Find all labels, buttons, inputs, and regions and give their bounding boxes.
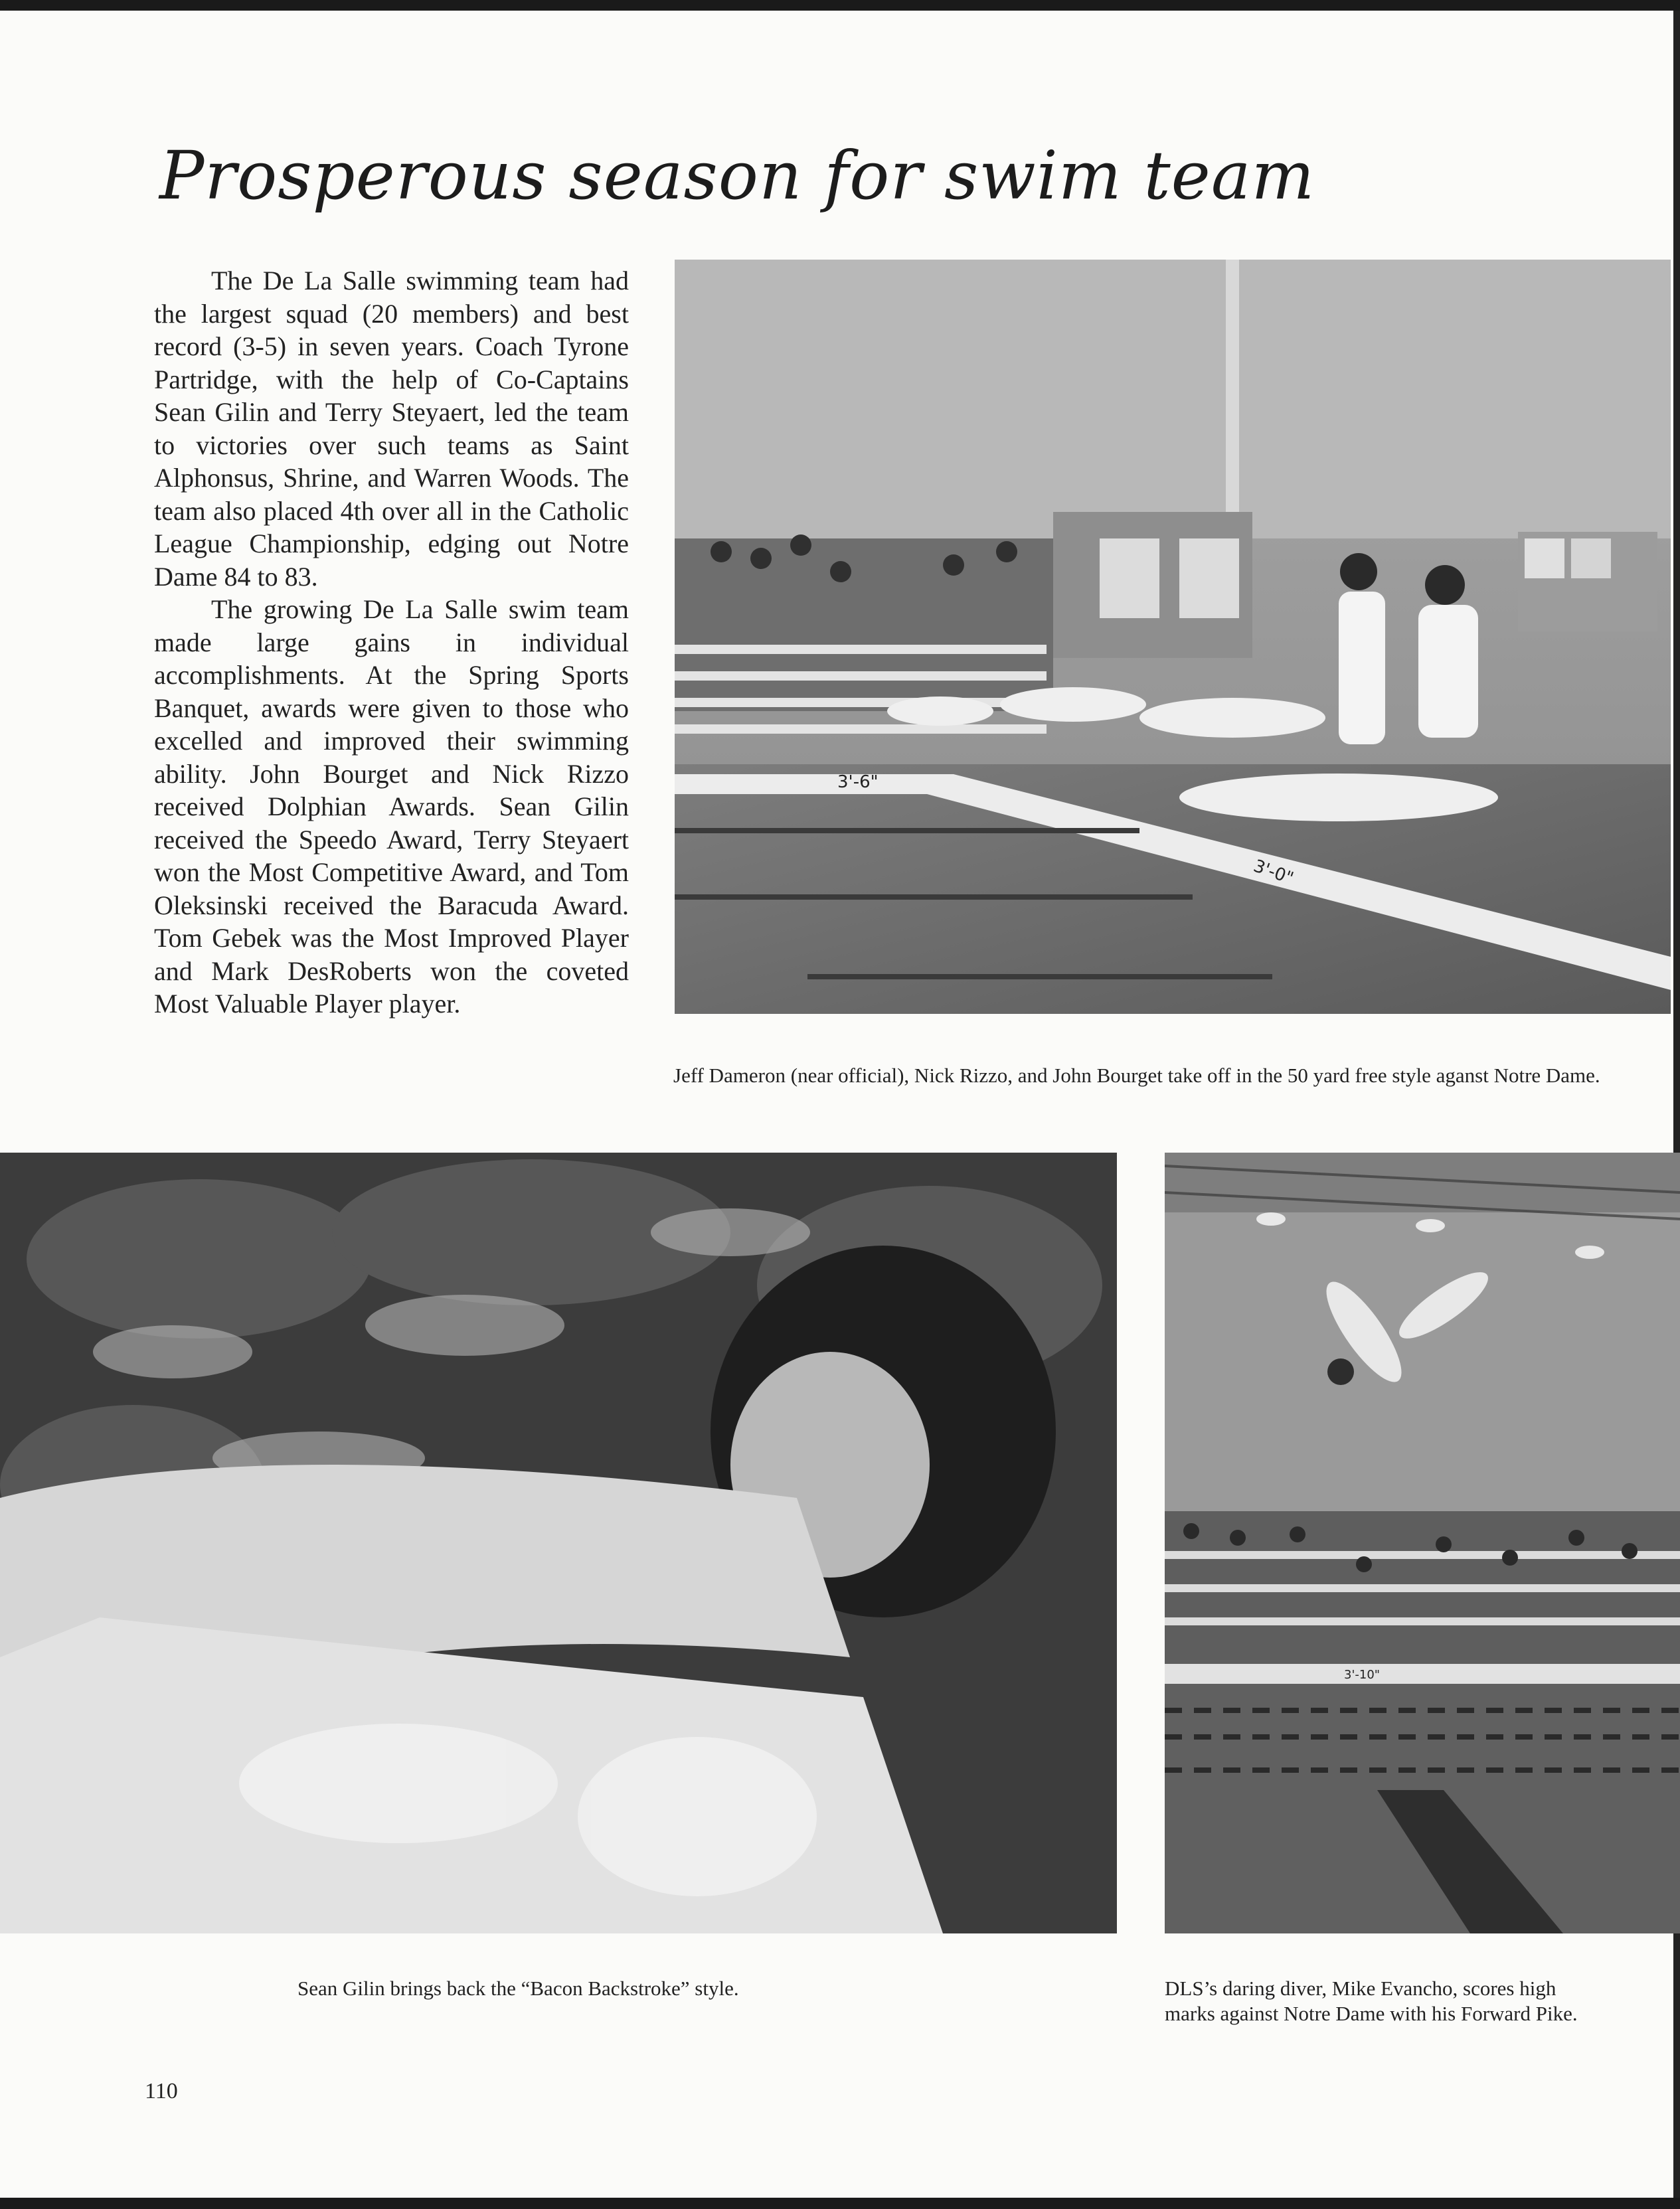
swim-start-photo <box>675 260 1671 1014</box>
yearbook-page <box>0 11 1680 2198</box>
swim-start-caption: Jeff Dameron (near official), Nick Rizzo, and John Bourget take off in the 50 yard free style aganst Notre Dame. <box>673 1064 1600 1087</box>
svg-text:3'-10": 3'-10" <box>1344 1668 1381 1682</box>
backstroke-photo <box>0 1153 1117 1933</box>
article-paragraph-1: The De La Salle swimming team had the largest squad (20 members) and best record (3-5) in seven years. Coach Tyrone Partridge, with the help of Co-Captains Sean Gilin and Terry Steyaert, led the team to victories over such teams as Saint Alphonsus, Shrine, and Warren Woods. The team also placed 4th over all in the Catholic League Championship, edging out Notre Dame 84 to 83. <box>154 266 629 592</box>
page-headline: Prosperous season for swim team <box>159 137 1315 214</box>
article-paragraph-2: The growing De La Salle swim team made large gains in individual accomplishments. At the Spring Sports Banquet, awards were given to those who excelled and improved their swimming ability. John Bourget and Nick Rizzo received Dolphian Awards. Sean Gilin received the Speedo Award, Terry Steyaert won the Most Competitive Award, and Tom Oleksinski received the Baracuda Award. Tom Gebek was the Most Improved Player and Mark DesRoberts won the coveted Most Valuable Player player. <box>154 594 629 1019</box>
backstroke-caption: Sean Gilin brings back the “Bacon Backstroke” style. <box>297 1977 739 2000</box>
page-number: 110 <box>145 2079 178 2103</box>
article-body <box>154 264 629 1021</box>
diver-caption: DLS’s daring diver, Mike Evancho, scores high marks against Notre Dame with his Forward Pike. <box>1165 1977 1578 2025</box>
svg-text:3'-6": 3'-6" <box>837 772 879 792</box>
svg-text:3'-0": 3'-0" <box>1250 856 1296 889</box>
diver-photo <box>1165 1153 1680 1933</box>
